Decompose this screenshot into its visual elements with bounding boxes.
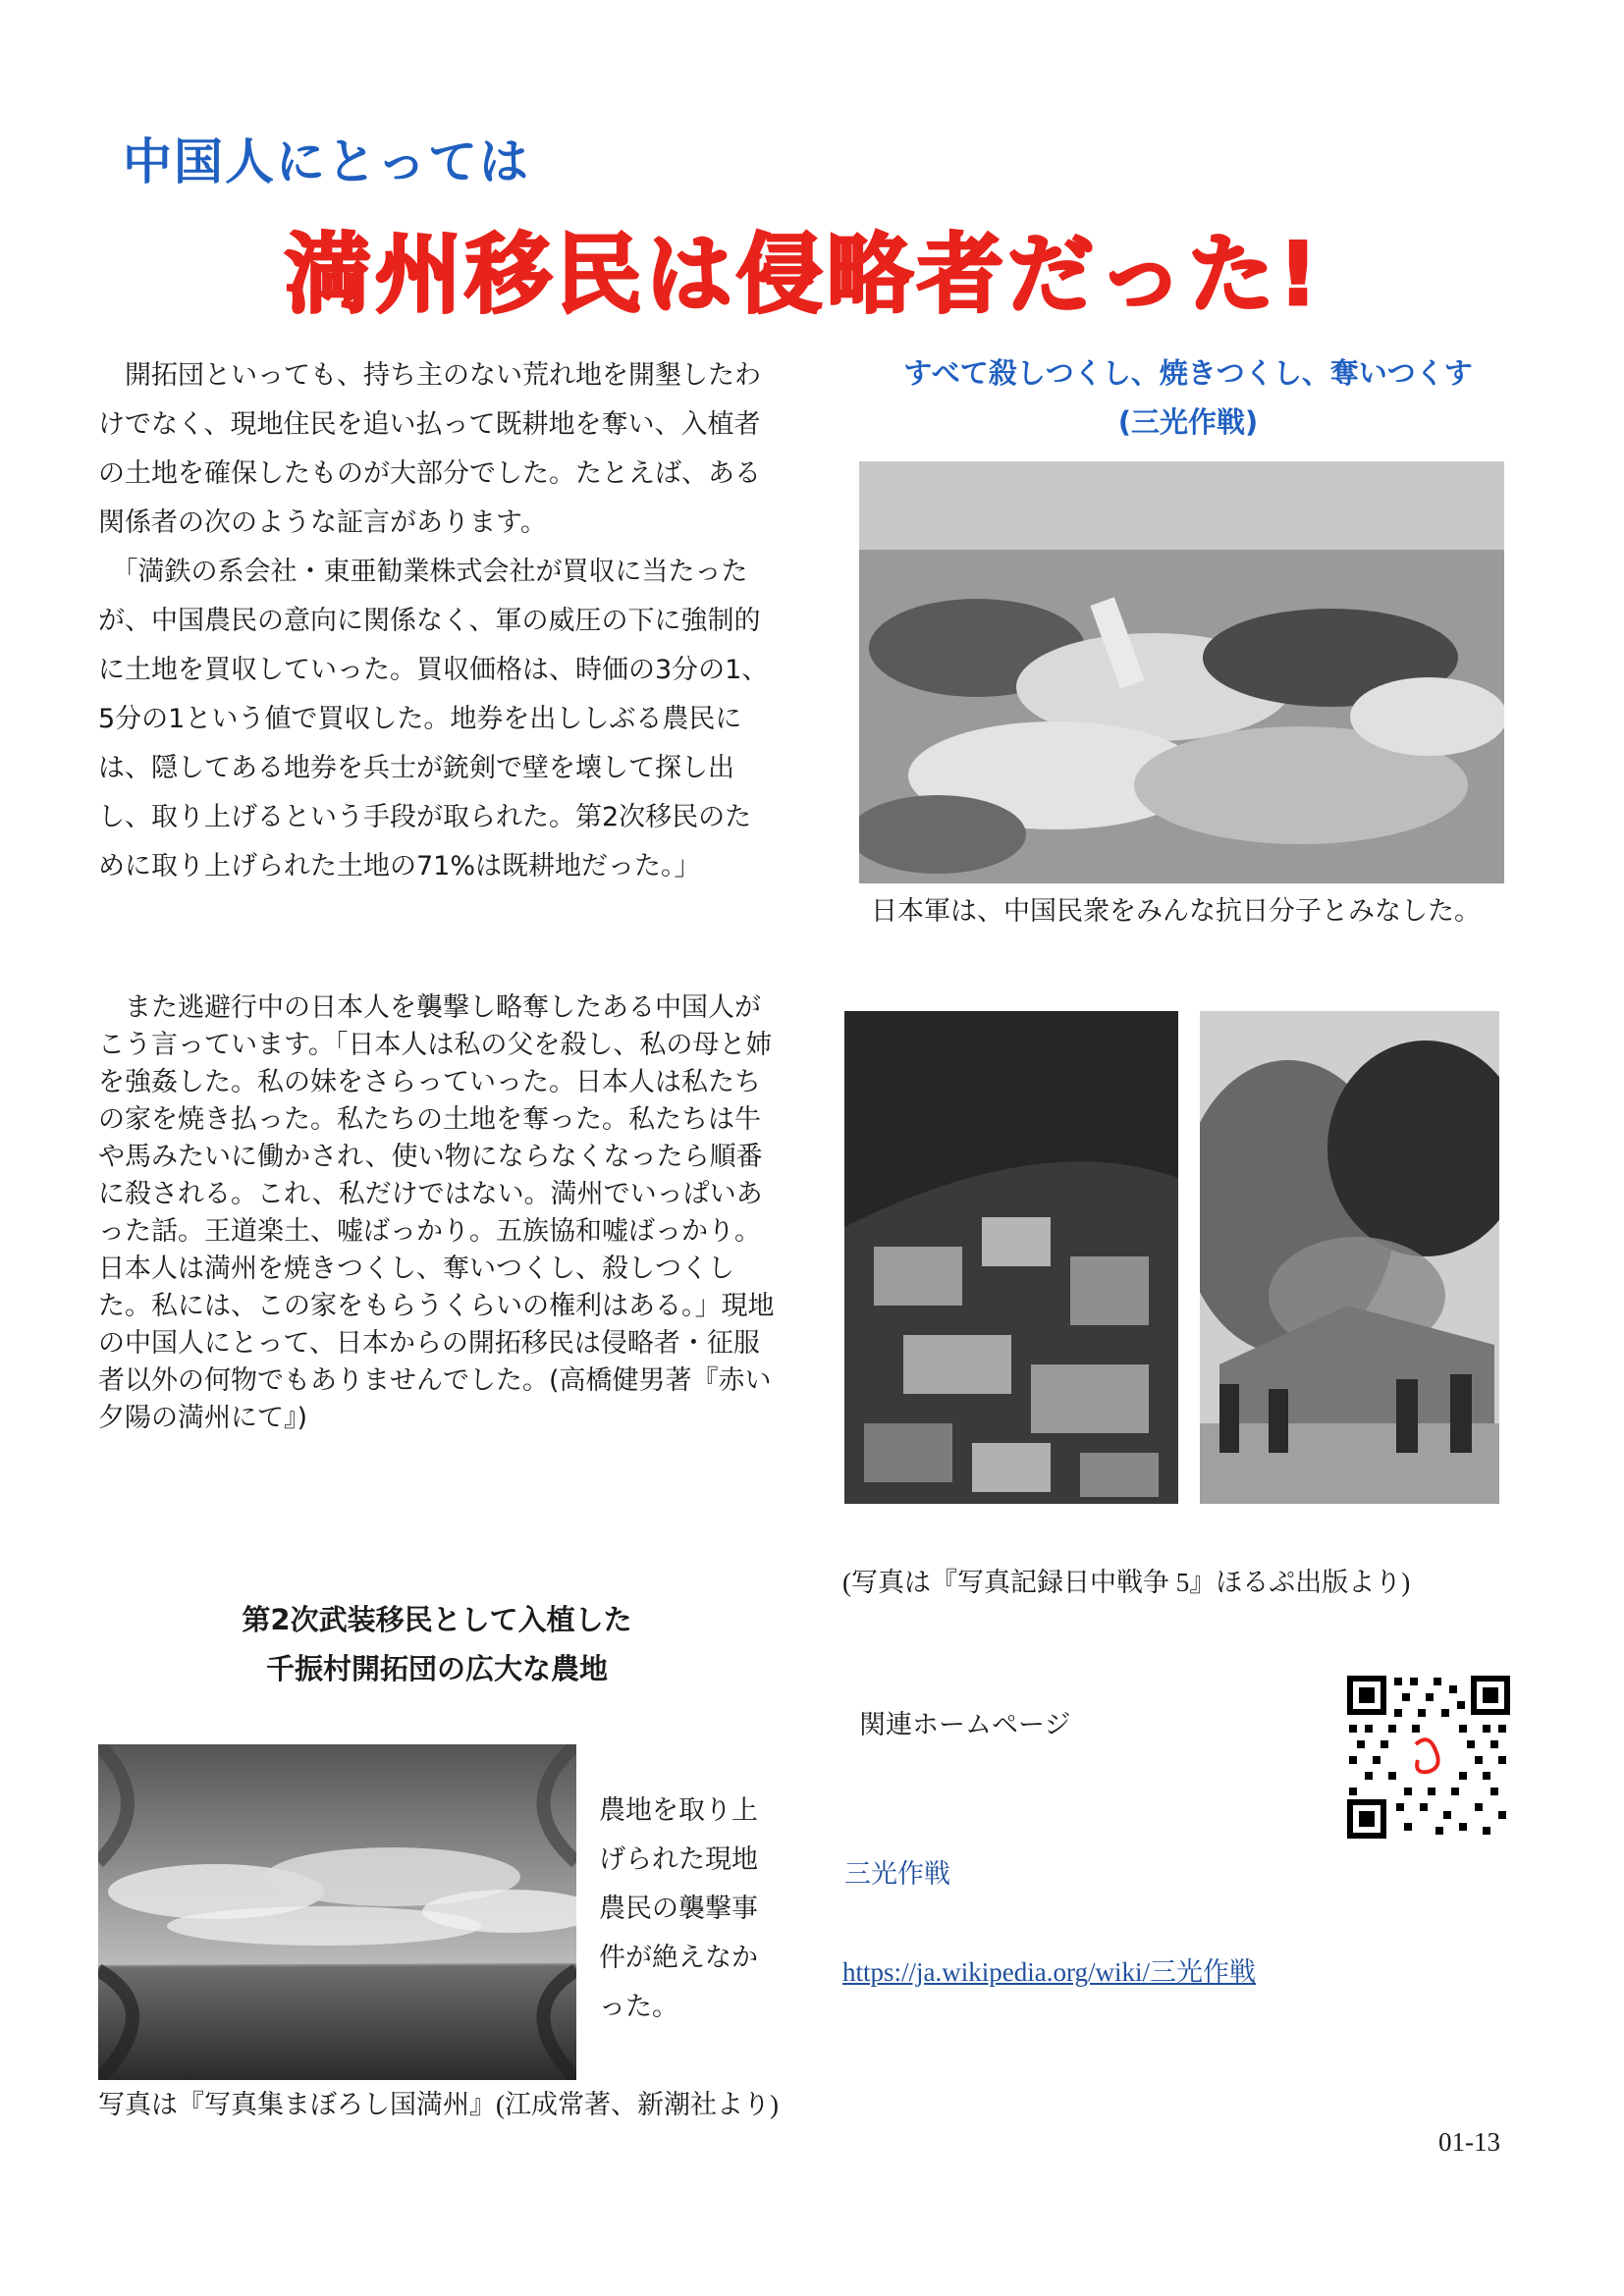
farmland-section-heading (98, 1595, 776, 1693)
farmland-heading-line2: 千振村開拓団の広大な農地 (265, 1652, 608, 1685)
qr-code[interactable] (1345, 1674, 1512, 1841)
related-homepage-label: 関連ホームページ (859, 1710, 1071, 1739)
wikipedia-link-url[interactable]: https://ja.wikipedia.org/wiki/三光作戦 (842, 1957, 1256, 1987)
page-number: 01-13 (1438, 2127, 1500, 2157)
intro-paragraph: 開拓団といっても、持ち主のない荒れ地を開墾したわけでなく、現地住民を追い払って既耕地を奪い、入植者の土地を確保したものが大部分でした。たとえば、ある関係者の次のような証言があります。 (98, 360, 761, 538)
ruined-village-photo (844, 1011, 1178, 1504)
three-alls-heading-line2: (三光作戦) (1117, 405, 1259, 439)
kicker-title: 中国人にとっては (123, 133, 530, 190)
farmland-photo (98, 1744, 576, 2080)
victims-photo (859, 461, 1504, 883)
farmland-note: 農地を取り上げられた現地農民の襲撃事件が絶えなかった。 (599, 1795, 758, 2022)
intro-text-block (98, 351, 776, 891)
burning-village-photo (1200, 1011, 1499, 1504)
three-alls-heading-line1: すべて殺しつくし、焼きつくし、奪いつくす (903, 356, 1473, 390)
testimony-paragraph: 「満鉄の系会社・東亜勧業株式会社が買収に当たったが、中国農民の意向に関係なく、軍の威圧の下に強制的に土地を買収していった。買収価格は、時価の3分の1、5分の1という値で買収した。地券を出ししぶる農民には、隠してある地券を兵士が銃剣で壁を壊して探し出し、取り上げるという手段が取られた。第2次移民のために取り上げられた土地の71%は既耕地だった。」 (98, 557, 769, 881)
photos-credit: (写真は『写真記録日中戦争 5』ほるぷ出版より) (842, 1568, 1411, 1597)
testimony-text-block (98, 989, 776, 1437)
three-alls-heading (835, 348, 1542, 447)
page-headline: 満州移民は侵略者だった! (285, 224, 1323, 325)
farmland-heading-line1: 第2次武装移民として入植した (242, 1603, 632, 1636)
victims-photo-caption: 日本軍は、中国民衆をみんな抗日分子とみなした。 (844, 896, 1481, 927)
farmland-caption: 写真は『写真集まぼろし国満州』(江成常著、新潮社より) (98, 2090, 779, 2119)
attacker-testimony-paragraph: また逃避行中の日本人を襲撃し略奪したある中国人がこう言っています。「日本人は私の父を殺し、私の母と姉を強姦した。私の妹をさらっていった。日本人は私たちの家を焼き払った。私たちの土地を奪った。私たちは牛や馬みたいに働かされ、使い物にならなくなったら順番に殺される。これ、私だけではない。満州でいっぱいあった話。王道楽土、嘘ばっかり。五族協和嘘ばっかり。日本人は満州を焼きつくし、奪いつくし、殺しつくした。私には、この家をもらうくらいの権利はある。」現地の中国人にとって、日本からの開拓移民は侵略者・征服者以外の何物でもありませんでした。(高橋健男著『赤い夕陽の満州にて』) (98, 992, 775, 1433)
sanko-link-title[interactable]: 三光作戦 (844, 1859, 950, 1889)
